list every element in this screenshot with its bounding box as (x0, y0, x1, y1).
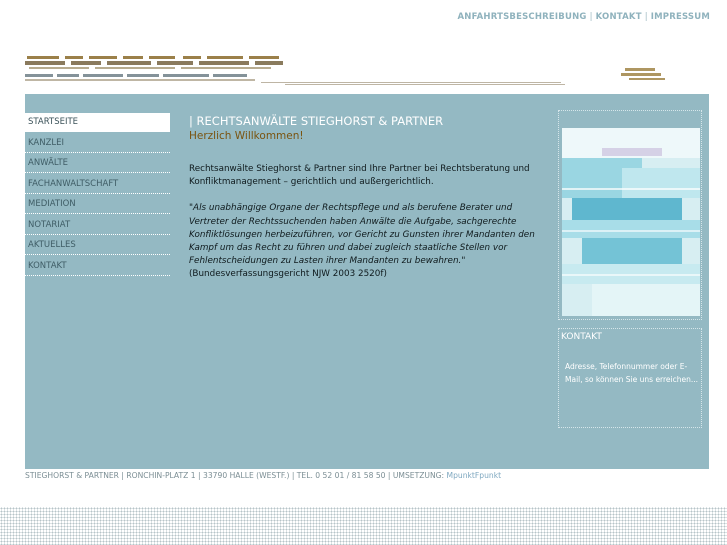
welcome-subtitle: Herzlich Willkommen! (189, 130, 304, 142)
contact-box-title: KONTAKT (561, 332, 602, 342)
main-panel (25, 94, 709, 469)
photo-frame (558, 110, 702, 320)
sidebar-item-kanzlei[interactable]: KANZLEI (25, 134, 170, 153)
right-column (558, 110, 702, 428)
top-nav-link-anfahrt[interactable]: ANFAHRTSBESCHREIBUNG (457, 12, 587, 22)
bottom-dot-pattern (0, 507, 727, 545)
footer (25, 471, 501, 480)
sidebar-item-anwaelte[interactable]: ANWÄLTE (25, 154, 170, 173)
sidebar-nav (25, 113, 170, 277)
sidebar-item-notariat[interactable]: NOTARIAT (25, 216, 170, 235)
top-nav-link-impressum[interactable]: IMPRESSUM (650, 12, 710, 22)
quote-citation: (Bundesverfassungsgericht NJW 2003 2520f) (189, 269, 387, 280)
top-nav (458, 12, 710, 22)
footer-credit-link[interactable]: MpunktFpunkt (446, 471, 502, 480)
sidebar-item-fachanwaltschaft[interactable]: FACHANWALTSCHAFT (25, 175, 170, 194)
quote-paragraph (189, 202, 544, 281)
sidebar-item-aktuelles[interactable]: AKTUELLES (25, 236, 170, 255)
main-content (189, 114, 544, 295)
sidebar-item-kontakt[interactable]: KONTAKT (25, 257, 170, 276)
contact-box (558, 328, 702, 428)
intro-paragraph: Rechtsanwälte Stieghorst & Partner sind Ihre Partner bei Rechtsberatung und Konfliktmanagement – gerichtlich und außergerichtlich. (189, 164, 530, 188)
top-nav-link-kontakt[interactable]: KONTAKT (595, 12, 642, 22)
files-photo-graphic (562, 128, 700, 316)
logo-graphic (25, 54, 670, 88)
sidebar-item-mediation[interactable]: MEDIATION (25, 195, 170, 214)
top-nav-separator: | (589, 12, 593, 22)
contact-box-text: Adresse, Telefonnummer oder E-Mail, so können Sie uns erreichen... (565, 362, 699, 384)
page-title: | RECHTSANWÄLTE STIEGHORST & PARTNER (189, 114, 444, 128)
files-photo (562, 128, 700, 316)
top-nav-separator: | (644, 12, 648, 22)
footer-text: STIEGHORST & PARTNER | RONCHIN-PLATZ 1 | 33790 HALLE (WESTF.) | TEL. 0 52 01 / 81 58 50 | UMSETZUNG: (25, 471, 447, 480)
sidebar-item-startseite[interactable]: STARTSEITE (25, 113, 170, 132)
quote-text: "Als unabhängige Organe der Rechtspflege und als berufene Berater und Vertreter der Rechtssuchenden haben Anwälte die Aufgabe, sachgerechte Konfliktlösungen herbeizuführen, vor Gericht zu Gunsten ihrer Mandanten den Kampf um das Recht zu führen und dabei zugleich staatliche Stellen vor Fehlentscheidungen zu Lasten ihrer Mandanten zu bewahren." (189, 203, 535, 267)
logo[interactable] (25, 54, 670, 88)
